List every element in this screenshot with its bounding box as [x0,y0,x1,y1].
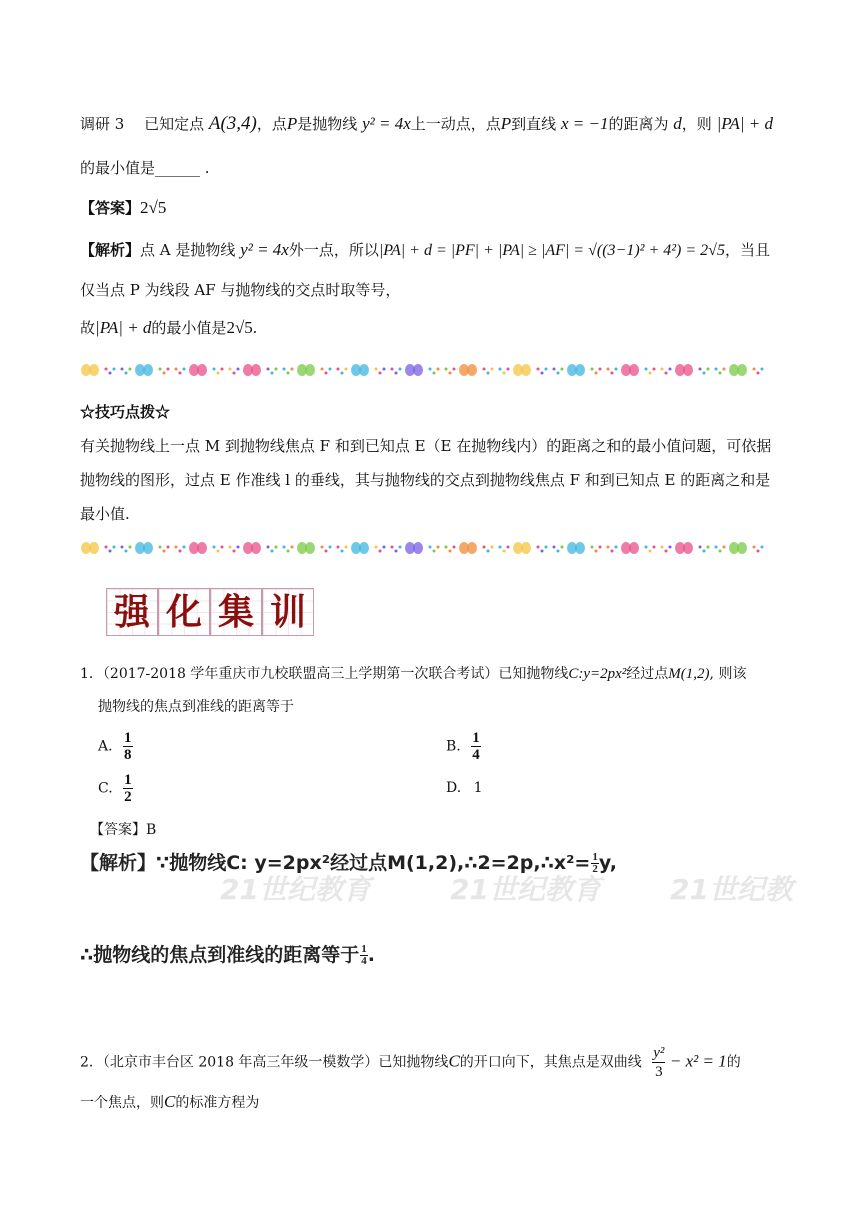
dot-icon [437,368,440,371]
tips-title: ☆技巧点拨☆ [80,403,171,421]
dot-icon [665,550,668,553]
text: 1．（2017-2018 学年重庆市九校联盟高三上学期第一次联合考试）已知抛物线 [80,666,569,682]
dot-icon [395,550,398,553]
dot-icon [499,368,502,371]
text: , 则该 [709,666,747,682]
dot-icon [175,546,178,549]
text: ∴抛物线的焦点到准线的距离等于 [80,944,360,966]
answer-value: 2√5 [140,198,167,217]
dot-icon [607,546,610,549]
butterfly-icon [81,364,99,376]
dot-icon [221,368,224,371]
dot-icon [283,368,286,371]
text: 的标准方程为 [175,1095,260,1111]
target-expression: |PA| + d [716,114,773,133]
butterfly-icon [297,364,315,376]
dot-icon [129,546,132,549]
heading-char: 集 [210,588,262,636]
dot-icon [703,372,706,375]
dot-icon [183,368,186,371]
heading-char: 训 [262,588,314,636]
option-a[interactable] [98,730,133,763]
denominator: 4 [361,955,367,967]
tips-line: 抛物线的图形，过点 E 作准线 l 的垂线，其与抛物线的交点到抛物线焦点 F 和到已知点 E 的距离之和是 [80,471,771,489]
dot-icon [699,546,702,549]
option-value: 1 [473,780,483,796]
denominator: 2 [592,863,598,875]
butterfly-icon [459,364,477,376]
butterfly-icon [675,364,693,376]
dot-icon [325,550,328,553]
dot-icon [341,550,344,553]
butterfly-icon [459,542,477,554]
dot-icon [399,546,402,549]
dot-icon [615,546,618,549]
dot-icon [499,546,502,549]
dot-icon [167,546,170,549]
text: ，点 [256,115,287,133]
dot-icon [217,372,220,375]
heading-char: 化 [158,588,210,636]
dot-icon [719,550,722,553]
butterfly-icon [729,542,747,554]
dot-icon [129,368,132,371]
dot-icon [761,546,764,549]
point-a: A(3,4) [208,113,257,134]
option-d[interactable] [446,780,483,796]
butterfly-icon [135,542,153,554]
parabola-equation: y² = 4x [362,114,411,133]
numerator: 1 [472,730,480,746]
denominator: 3 [655,1064,663,1080]
watermark: 21世纪教 [670,873,793,906]
point-p: P [286,114,298,133]
parabola-equation: y² = 4x [240,240,289,259]
text: 【解析】∵抛物线C: y=2px²经过点M(1,2),∴2=2p,∴x²= [80,852,591,874]
dot-icon [379,372,382,375]
dot-icon [345,368,348,371]
text: ，则 [681,115,712,133]
dot-icon [557,550,560,553]
dot-icon [105,368,108,371]
dot-icon [175,368,178,371]
text: 的 [726,1054,741,1071]
dot-icon [561,546,564,549]
dot-icon [291,368,294,371]
dot-icon [649,372,652,375]
dot-icon [507,368,510,371]
dot-icon [159,368,162,371]
text: . [367,944,375,966]
dot-icon [537,368,540,371]
dot-icon [453,368,456,371]
dot-icon [615,368,618,371]
dot-icon [707,546,710,549]
dot-icon [445,546,448,549]
dot-icon [375,546,378,549]
dot-icon [213,368,216,371]
numerator: 1 [124,772,132,788]
option-label: C. [98,780,113,797]
dot-icon [653,546,656,549]
watermark: 21世纪教育 [450,873,601,906]
dot-icon [545,546,548,549]
dot-icon [233,550,236,553]
curve-equation: C:y=2px² [568,666,627,682]
dot-icon [229,546,232,549]
dot-icon [553,546,556,549]
numerator: 1 [592,851,598,863]
dot-icon [483,368,486,371]
option-label: D. [446,780,462,796]
dot-icon [267,368,270,371]
dot-icon [453,546,456,549]
option-b[interactable] [446,730,481,763]
butterfly-icon [513,542,531,554]
dot-icon [599,368,602,371]
dot-icon [183,546,186,549]
dot-icon [121,546,124,549]
text: 是抛物线 [297,115,358,133]
dot-icon [653,368,656,371]
butterfly-icon [243,542,261,554]
dot-icon [105,546,108,549]
dot-icon [237,368,240,371]
fraction [591,852,599,875]
dot-icon [611,372,614,375]
dot-icon [545,368,548,371]
dot-icon [487,372,490,375]
dot-icon [449,550,452,553]
dot-icon [395,372,398,375]
dot-icon [595,550,598,553]
dot-icon [665,372,668,375]
option-c[interactable] [98,772,133,805]
butterfly-icon [405,542,423,554]
dot-icon [491,368,494,371]
dot-icon [217,550,220,553]
text: 外一点，所以 [288,241,379,259]
answer-1: 【答案】B [90,822,157,838]
min-value: 2√5. [226,318,258,337]
dot-icon [271,372,274,375]
numerator: y² [653,1045,665,1061]
dot-icon [233,372,236,375]
dot-icon [383,546,386,549]
butterfly-icon [621,364,639,376]
tips-line: 最小值. [80,505,130,523]
dot-icon [391,546,394,549]
dot-icon [753,368,756,371]
dot-icon [213,546,216,549]
heading-char: 强 [106,588,158,636]
dot-icon [329,368,332,371]
fraction [123,772,133,805]
dot-icon [109,550,112,553]
butterfly-icon [513,364,531,376]
dot-icon [287,550,290,553]
dot-icon [221,546,224,549]
dot-icon [229,368,232,371]
text: ，当且 [724,241,770,259]
dot-icon [275,546,278,549]
analysis-1-line-2 [80,940,800,967]
curve-c: C [164,1092,176,1111]
dot-icon [329,546,332,549]
dot-icon [503,550,506,553]
dot-icon [113,546,116,549]
analysis-1-line-1 [80,848,800,875]
dot-icon [237,546,240,549]
butterfly-icon [675,542,693,554]
dot-icon [125,372,128,375]
dot-icon [283,546,286,549]
answer-label: 【答案】 [80,199,141,217]
dot-icon [167,368,170,371]
butterfly-icon [405,364,423,376]
target-expression: |PA| + d [95,318,152,337]
question-1-line-2: 抛物线的焦点到准线的距离等于 [98,699,294,715]
fraction [652,1044,665,1081]
dot-icon [337,546,340,549]
butterfly-icon [621,542,639,554]
dot-icon [341,372,344,375]
dot-icon [125,550,128,553]
point-p: P [500,114,512,133]
dot-icon [399,368,402,371]
dot-icon [661,546,664,549]
dot-icon [433,372,436,375]
dot-icon [337,368,340,371]
butterfly-icon [243,364,261,376]
hyperbola-rest: − x² = 1 [669,1051,727,1071]
dot-icon [429,546,432,549]
dot-icon [383,368,386,371]
problem-3-statement [80,114,773,134]
text: 故 [80,319,96,337]
dot-icon [669,546,672,549]
butterfly-icon [135,364,153,376]
question-1-line-1 [80,664,746,684]
fraction [123,730,133,763]
dot-icon [599,546,602,549]
fraction [360,944,368,967]
dot-icon [761,368,764,371]
point-m: M(1,2) [668,666,710,682]
butterfly-icon [567,364,585,376]
dot-icon [325,372,328,375]
dot-icon [557,372,560,375]
question-2-line-2 [80,1092,259,1113]
dot-icon [645,546,648,549]
dot-icon [591,368,594,371]
dot-icon [591,546,594,549]
curve-c: C [448,1051,460,1071]
dot-icon [607,368,610,371]
dot-icon [719,372,722,375]
dot-icon [723,546,726,549]
text: 的最小值是 [151,319,227,337]
dot-icon [611,550,614,553]
problem-3-question: 的最小值是______ . [80,159,210,177]
dot-icon [487,550,490,553]
dot-icon [159,546,162,549]
dot-icon [503,372,506,375]
text: 一个焦点，则 [80,1095,164,1111]
question-2-line-1 [80,1044,741,1081]
dot-icon [179,372,182,375]
numerator: 1 [361,943,367,955]
dot-icon [757,550,760,553]
butterfly-icon [351,364,369,376]
dot-icon [275,368,278,371]
fraction [471,730,481,763]
dot-icon [391,368,394,371]
dot-icon [507,546,510,549]
dot-icon [287,372,290,375]
dot-icon [491,546,494,549]
dot-icon [449,372,452,375]
dot-icon [345,546,348,549]
dot-icon [437,546,440,549]
analysis-3-line-2: 仅当点 P 为线段 AF 与抛物线的交点时取等号， [80,281,401,299]
dot-icon [433,550,436,553]
dot-icon [541,550,544,553]
text: 的开口向下，其焦点是双曲线 [459,1054,642,1071]
dot-icon [379,550,382,553]
dot-icon [661,368,664,371]
distance-d: d [673,114,682,133]
dot-icon [707,368,710,371]
dot-icon [541,372,544,375]
text: 上一动点，点 [410,115,501,133]
distance-equation: |PA| + d = |PF| + |PA| ≥ |AF| = √((3−1)² + 4²) = 2√5 [378,242,725,259]
problem-3-prefix: 调研 3 已知定点 [80,115,205,133]
dot-icon [179,550,182,553]
analysis-3-line-1 [80,240,770,261]
analysis-3-line-3 [80,318,257,338]
option-label: A. [98,738,113,755]
watermark: 21世纪教育 [220,873,371,906]
butterfly-icon [297,542,315,554]
butterfly-icon [81,542,99,554]
dot-icon [703,550,706,553]
dot-icon [109,372,112,375]
decorative-divider [80,538,780,560]
text: 2．（北京市丰台区 2018 年高三年级一模数学）已知抛物线 [80,1054,449,1071]
dot-icon [537,546,540,549]
dot-icon [321,368,324,371]
text: 的距离为 [608,115,669,133]
text: 到直线 [511,115,557,133]
line-equation: x = −1 [560,114,609,133]
dot-icon [757,372,760,375]
dot-icon [113,368,116,371]
option-label: B. [446,738,461,755]
dot-icon [121,368,124,371]
dot-icon [715,546,718,549]
text: 点 A 是抛物线 [140,241,236,259]
answer-3 [80,198,166,218]
dot-icon [267,546,270,549]
dot-icon [649,550,652,553]
analysis-label: 【解析】 [80,241,141,259]
dot-icon [291,546,294,549]
denominator: 4 [472,747,480,763]
numerator: 1 [124,730,132,746]
dot-icon [553,368,556,371]
dot-icon [483,546,486,549]
decorative-divider [80,360,780,382]
dot-icon [645,368,648,371]
dot-icon [375,368,378,371]
butterfly-icon [729,364,747,376]
denominator: 2 [124,789,132,805]
dot-icon [321,546,324,549]
tips-line: 有关抛物线上一点 M 到抛物线焦点 F 和到已知点 E（E 在抛物线内）的距离之和的最小值问题，可依据 [80,437,772,455]
dot-icon [445,368,448,371]
butterfly-icon [567,542,585,554]
butterfly-icon [189,364,207,376]
dot-icon [699,368,702,371]
dot-icon [561,368,564,371]
dot-icon [669,368,672,371]
dot-icon [753,546,756,549]
text: y, [598,852,617,874]
dot-icon [163,372,166,375]
dot-icon [271,550,274,553]
text: 经过点 [626,666,669,682]
dot-icon [715,368,718,371]
dot-icon [429,368,432,371]
butterfly-icon [189,542,207,554]
butterfly-icon [351,542,369,554]
denominator: 8 [124,747,132,763]
dot-icon [163,550,166,553]
dot-icon [595,372,598,375]
dot-icon [723,368,726,371]
